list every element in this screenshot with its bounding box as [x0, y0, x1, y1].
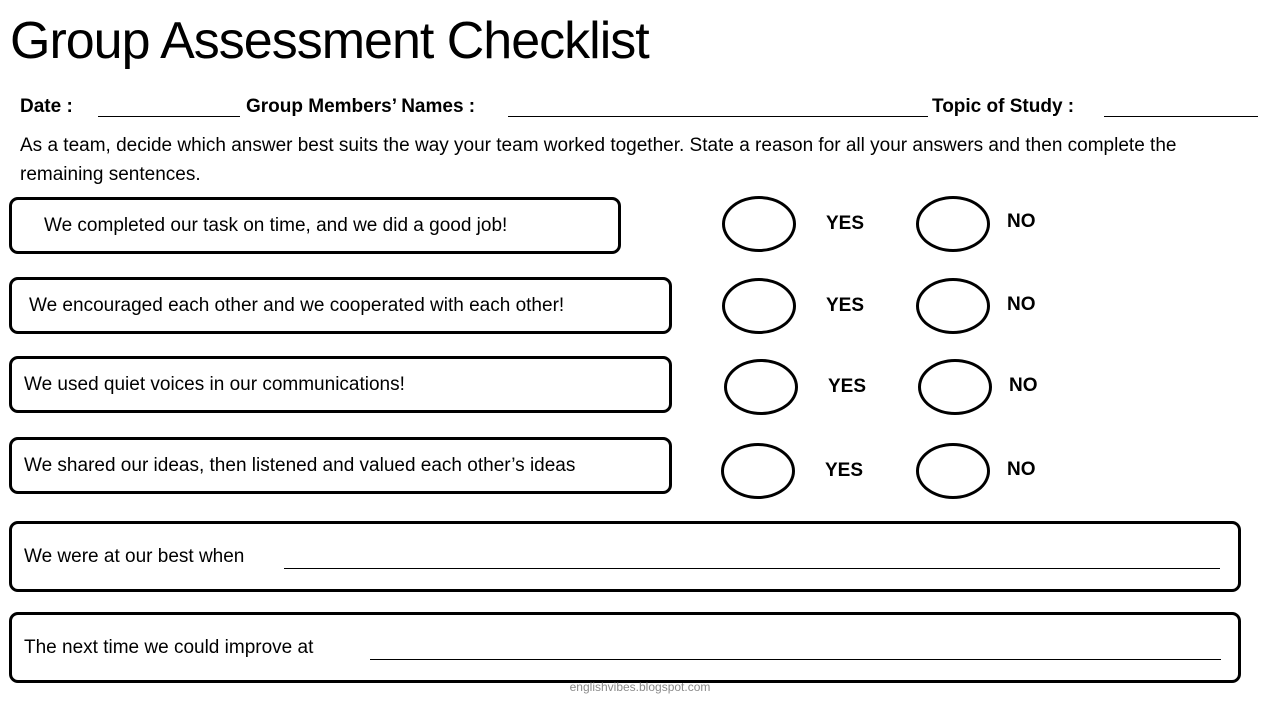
sentence-box-2 — [9, 612, 1241, 683]
no-label-3: NO — [1009, 375, 1038, 396]
statement-text-2: We encouraged each other and we cooperated with each other! — [29, 294, 565, 316]
yes-circle-3[interactable] — [724, 359, 798, 415]
yes-label-2: YES — [826, 295, 865, 316]
no-circle-4[interactable] — [916, 443, 990, 499]
yes-circle-1[interactable] — [722, 196, 796, 252]
yes-label-3: YES — [828, 376, 867, 397]
no-circle-3[interactable] — [918, 359, 992, 415]
info-row — [20, 92, 1260, 122]
group-members-field[interactable] — [508, 116, 928, 117]
statement-box-3 — [9, 356, 672, 413]
statement-text-1: We completed our task on time, and we did a good job! — [44, 214, 508, 236]
no-label-4: NO — [1007, 459, 1036, 480]
instructions-text: As a team, decide which answer best suits the way your team worked together. State a reason for all your answers and then complete the remaining sentences. — [20, 135, 1177, 185]
sentence-prompt-1: We were at our best when — [24, 545, 245, 567]
yes-circle-4[interactable] — [721, 443, 795, 499]
date-label: Date : — [20, 96, 73, 117]
sentence-answer-line-1[interactable] — [284, 568, 1220, 569]
sentence-box-1 — [9, 521, 1241, 592]
statement-box-4 — [9, 437, 672, 494]
topic-of-study-field[interactable] — [1104, 116, 1258, 117]
yes-circle-2[interactable] — [722, 278, 796, 334]
group-members-label: Group Members’ Names : — [246, 96, 476, 117]
statement-text-3: We used quiet voices in our communications! — [24, 373, 405, 395]
statement-box-1 — [9, 197, 621, 254]
no-label-1: NO — [1007, 211, 1036, 232]
topic-of-study-label: Topic of Study : — [932, 96, 1075, 117]
sentence-prompt-2: The next time we could improve at — [24, 636, 314, 658]
date-field[interactable] — [98, 116, 240, 117]
no-circle-2[interactable] — [916, 278, 990, 334]
yes-label-4: YES — [825, 460, 864, 481]
statement-text-4: We shared our ideas, then listened and valued each other’s ideas — [24, 454, 576, 476]
footer-watermark: englishvibes.blogspot.com — [569, 680, 711, 694]
yes-label-1: YES — [826, 213, 865, 234]
statement-box-2 — [9, 277, 672, 334]
sentence-answer-line-2[interactable] — [370, 659, 1221, 660]
page-title: Group Assessment Checklist — [10, 12, 649, 70]
no-label-2: NO — [1007, 294, 1036, 315]
no-circle-1[interactable] — [916, 196, 990, 252]
